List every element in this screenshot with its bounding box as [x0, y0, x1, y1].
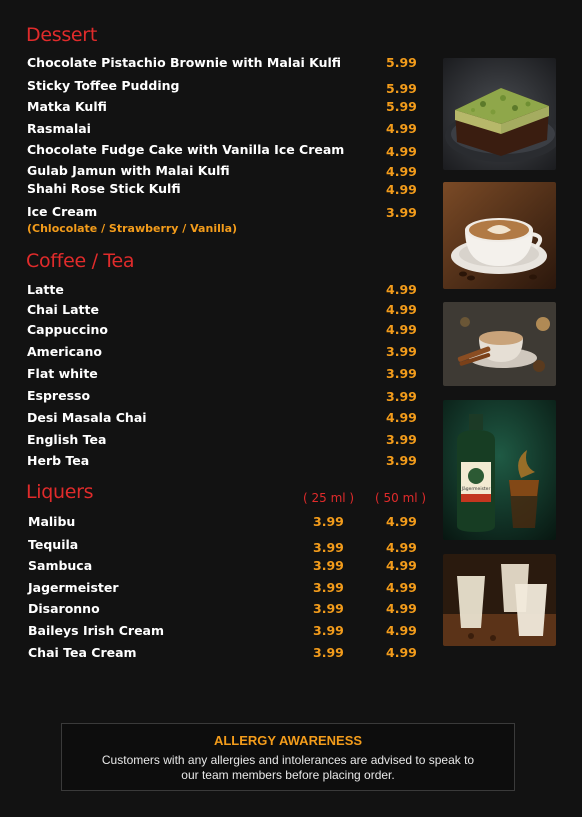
- menu-item-price-25ml: 3.99: [313, 558, 344, 573]
- menu-item-price-25ml: 3.99: [313, 540, 344, 555]
- menu-item-name: Chocolate Pistachio Brownie with Malai Kulfi: [27, 55, 342, 70]
- menu-item-price: 5.99: [386, 81, 417, 96]
- menu-item-price: 4.99: [386, 144, 417, 159]
- bottle-label-text: Jägermeister: [461, 487, 491, 492]
- ice-cream-flavours: (Chlocolate / Strawberry / Vanilla): [27, 222, 238, 235]
- menu-item-price-50ml: 4.99: [386, 645, 417, 660]
- menu-item-name: Americano: [27, 344, 102, 359]
- menu-item-price-25ml: 3.99: [313, 514, 344, 529]
- menu-item-price-50ml: 4.99: [386, 623, 417, 638]
- menu-item-name: Herb Tea: [27, 453, 90, 468]
- menu-item-price-25ml: 3.99: [313, 623, 344, 638]
- menu-item-name: Shahi Rose Stick Kulfi: [27, 181, 181, 196]
- menu-item-name: Gulab Jamun with Malai Kulfi: [27, 163, 230, 178]
- masala-chai-photo: [443, 302, 556, 386]
- menu-item-name: Ice Cream: [27, 204, 98, 219]
- menu-item-name: Tequila: [28, 537, 79, 552]
- menu-item-price: 3.99: [386, 453, 417, 468]
- menu-item-name: Espresso: [27, 388, 91, 403]
- menu-item-name: Chai Latte: [27, 302, 99, 317]
- menu-item-name: Jagermeister: [28, 580, 119, 595]
- menu-item-price-25ml: 3.99: [313, 645, 344, 660]
- menu-item-name: Latte: [27, 282, 64, 297]
- column-header-25ml: ( 25 ml ): [303, 491, 355, 505]
- menu-item-price: 3.99: [386, 432, 417, 447]
- menu-item-name: Sambuca: [28, 558, 93, 573]
- cappuccino-photo: [443, 182, 556, 289]
- menu-item-price: 5.99: [386, 55, 417, 70]
- menu-item-price-50ml: 4.99: [386, 514, 417, 529]
- menu-item-name: Cappuccino: [27, 322, 108, 337]
- menu-item-name: Desi Masala Chai: [27, 410, 147, 425]
- menu-item-price: 3.99: [386, 205, 417, 220]
- allergy-title: ALLERGY AWARENESS: [213, 733, 363, 748]
- menu-item-price: 4.99: [386, 164, 417, 179]
- column-header-50ml: ( 50 ml ): [375, 491, 427, 505]
- menu-item-price-25ml: 3.99: [313, 601, 344, 616]
- menu-item-name: Baileys Irish Cream: [28, 623, 165, 638]
- menu-item-price-50ml: 4.99: [386, 601, 417, 616]
- menu-item-name: Disaronno: [28, 601, 100, 616]
- brownie-photo: [443, 58, 556, 170]
- jagermeister-photo: [443, 400, 556, 540]
- menu-item-name: Chai Tea Cream: [28, 645, 137, 660]
- menu-item-name: Sticky Toffee Pudding: [27, 78, 180, 93]
- menu-item-price-25ml: 3.99: [313, 580, 344, 595]
- menu-item-name: Malibu: [28, 514, 76, 529]
- menu-item-price: 5.99: [386, 99, 417, 114]
- menu-item-price-50ml: 4.99: [386, 540, 417, 555]
- menu-item-name: Flat white: [27, 366, 98, 381]
- menu-item-price: 4.99: [386, 282, 417, 297]
- menu-item-price-50ml: 4.99: [386, 580, 417, 595]
- menu-item-price: 4.99: [386, 322, 417, 337]
- menu-item-name: Chocolate Fudge Cake with Vanilla Ice Cream: [27, 142, 345, 157]
- allergy-body: Customers with any allergies and intolerances are advised to speak to our team members before placing order.: [101, 753, 475, 782]
- menu-item-price: 3.99: [386, 366, 417, 381]
- menu-item-price: 4.99: [386, 410, 417, 425]
- menu-item-price: 3.99: [386, 389, 417, 404]
- menu-item-name: English Tea: [27, 432, 107, 447]
- menu-item-price: 4.99: [386, 182, 417, 197]
- baileys-photo: [443, 554, 556, 646]
- menu-item-price: 4.99: [386, 302, 417, 317]
- menu-item-price: 4.99: [386, 121, 417, 136]
- allergy-notice: [61, 723, 515, 791]
- menu-item-name: Rasmalai: [27, 121, 91, 136]
- menu-item-price-50ml: 4.99: [386, 558, 417, 573]
- coffee-tea-heading: Coffee / Tea: [26, 250, 135, 272]
- dessert-heading: Dessert: [26, 24, 97, 46]
- menu-item-name: Matka Kulfi: [27, 99, 107, 114]
- liquers-heading: Liquers: [26, 481, 94, 503]
- menu-item-price: 3.99: [386, 344, 417, 359]
